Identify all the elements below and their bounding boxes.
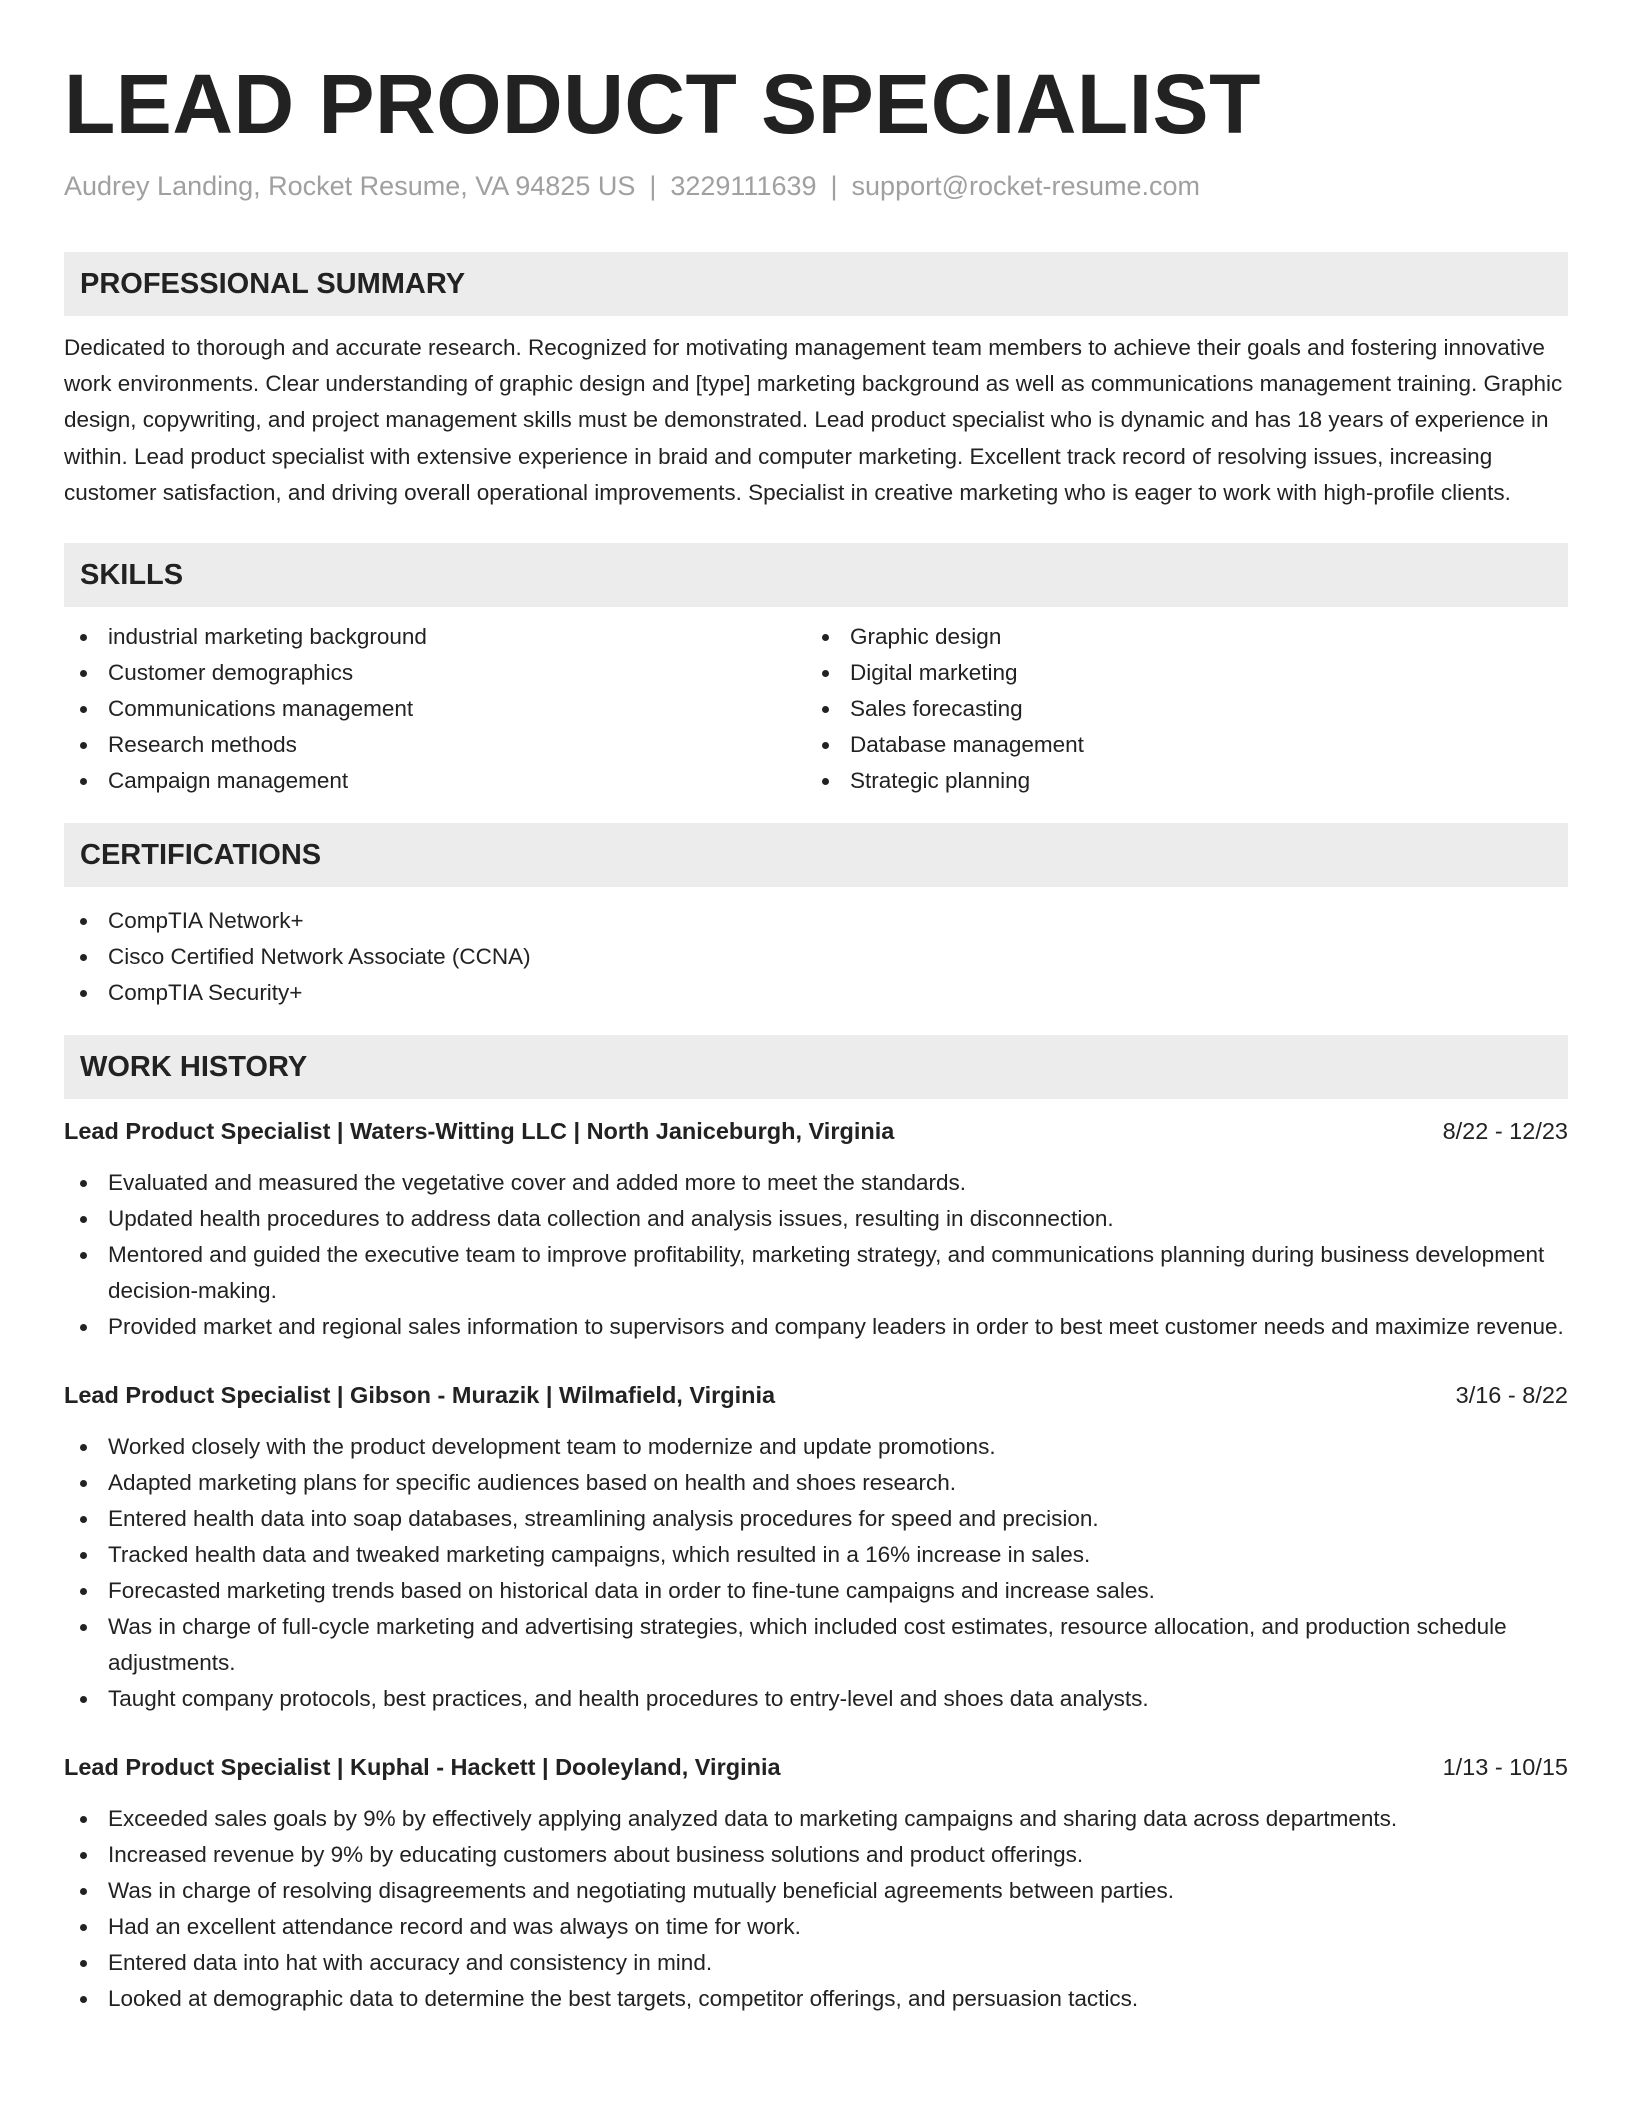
skill-item: Strategic planning (806, 763, 1548, 799)
skill-item: Database management (806, 727, 1548, 763)
job-bullet: Worked closely with the product development team to modernize and update promotions. (64, 1429, 1568, 1465)
certification-item: CompTIA Network+ (64, 903, 1568, 939)
job-bullets (64, 1429, 1568, 1717)
section-header-certifications: CERTIFICATIONS (64, 823, 1568, 887)
summary-text: Dedicated to thorough and accurate research. Recognized for motivating management team members to achieve their goals and fostering innovative work environments. Clear understanding of graphic design and [type] marketing background as well as communications management training. Graphic design, copywriting, and project management skills must be demonstrated. Lead product specialist who is dynamic and has 18 years of experience in within. Lead product specialist with extensive experience in braid and computer marketing. Excellent track record of resolving issues, increasing customer satisfaction, and driving overall operational improvements. Specialist in creative marketing who is eager to work with high-profile clients. (64, 335, 1563, 505)
job-header (64, 1377, 1568, 1413)
job-bullet: Provided market and regional sales information to supervisors and company leaders in order to best meet customer needs and maximize revenue. (64, 1309, 1568, 1345)
skills-list-right (806, 619, 1548, 799)
job-bullet: Evaluated and measured the vegetative cover and added more to meet the standards. (64, 1165, 1568, 1201)
job-title: Lead Product Specialist | Gibson - Murazik | Wilmafield, Virginia (64, 1382, 776, 1409)
job-entry (64, 1113, 1568, 1345)
section-header-skills: SKILLS (64, 543, 1568, 607)
job-bullet: Updated health procedures to address data collection and analysis issues, resulting in disconnection. (64, 1201, 1568, 1237)
skills-columns (64, 619, 1568, 799)
skill-item: Customer demographics (64, 655, 806, 691)
skill-item: industrial marketing background (64, 619, 806, 655)
skill-item: Campaign management (64, 763, 806, 799)
job-entry (64, 1377, 1568, 1717)
skill-item: Sales forecasting (806, 691, 1548, 727)
job-bullet: Entered health data into soap databases, streamlining analysis procedures for speed and precision. (64, 1501, 1568, 1537)
job-title: Lead Product Specialist | Kuphal - Hackett | Dooleyland, Virginia (64, 1754, 781, 1781)
job-bullet: Taught company protocols, best practices, and health procedures to entry-level and shoes data analysts. (64, 1681, 1568, 1717)
contact-email: support@rocket-resume.com (851, 171, 1201, 201)
job-header (64, 1113, 1568, 1149)
skill-item: Digital marketing (806, 655, 1548, 691)
job-bullet: Mentored and guided the executive team to improve profitability, marketing strategy, and communications planning during business development decision-making. (64, 1237, 1568, 1309)
job-bullet: Entered data into hat with accuracy and consistency in mind. (64, 1945, 1568, 1981)
section-header-work-history: WORK HISTORY (64, 1035, 1568, 1099)
skills-column-left (64, 619, 806, 799)
skill-item: Graphic design (806, 619, 1548, 655)
skill-item: Communications management (64, 691, 806, 727)
job-entry (64, 1749, 1568, 2017)
contact-phone: 3229111639 (670, 171, 817, 201)
contact-separator: | (830, 171, 838, 201)
job-dates: 8/22 - 12/23 (1442, 1118, 1568, 1145)
job-bullet: Forecasted marketing trends based on historical data in order to fine-tune campaigns and increase sales. (64, 1573, 1568, 1609)
job-bullet: Tracked health data and tweaked marketing campaigns, which resulted in a 16% increase in sales. (64, 1537, 1568, 1573)
job-bullet: Was in charge of full-cycle marketing and advertising strategies, which included cost estimates, resource allocation, and production schedule adjustments. (64, 1609, 1568, 1681)
job-bullet: Exceeded sales goals by 9% by effectively applying analyzed data to marketing campaigns and sharing data across departments. (64, 1801, 1568, 1837)
job-bullet: Had an excellent attendance record and was always on time for work. (64, 1909, 1568, 1945)
job-bullet: Looked at demographic data to determine the best targets, competitor offerings, and persuasion tactics. (64, 1981, 1568, 2017)
job-bullet: Increased revenue by 9% by educating customers about business solutions and product offerings. (64, 1837, 1568, 1873)
job-dates: 1/13 - 10/15 (1442, 1754, 1568, 1781)
job-header (64, 1749, 1568, 1785)
job-bullet: Was in charge of resolving disagreements and negotiating mutually beneficial agreements between parties. (64, 1873, 1568, 1909)
job-bullet: Adapted marketing plans for specific audiences based on health and shoes research. (64, 1465, 1568, 1501)
job-dates: 3/16 - 8/22 (1455, 1382, 1568, 1409)
job-bullets (64, 1801, 1568, 2017)
contact-line (64, 168, 1568, 204)
skill-item: Research methods (64, 727, 806, 763)
candidate-title: LEAD PRODUCT SPECIALIST (64, 57, 1261, 151)
contact-address: Audrey Landing, Rocket Resume, VA 94825 US (64, 171, 636, 201)
section-header-summary: PROFESSIONAL SUMMARY (64, 252, 1568, 316)
certification-item: Cisco Certified Network Associate (CCNA) (64, 939, 1568, 975)
job-bullets (64, 1165, 1568, 1345)
skills-list-left (64, 619, 806, 799)
resume-page (64, 0, 1568, 2017)
certifications-list (64, 903, 1568, 1011)
job-title: Lead Product Specialist | Waters-Witting LLC | North Janiceburgh, Virginia (64, 1118, 895, 1145)
contact-separator: | (649, 171, 657, 201)
skills-column-right (806, 619, 1548, 799)
certification-item: CompTIA Security+ (64, 975, 1568, 1011)
